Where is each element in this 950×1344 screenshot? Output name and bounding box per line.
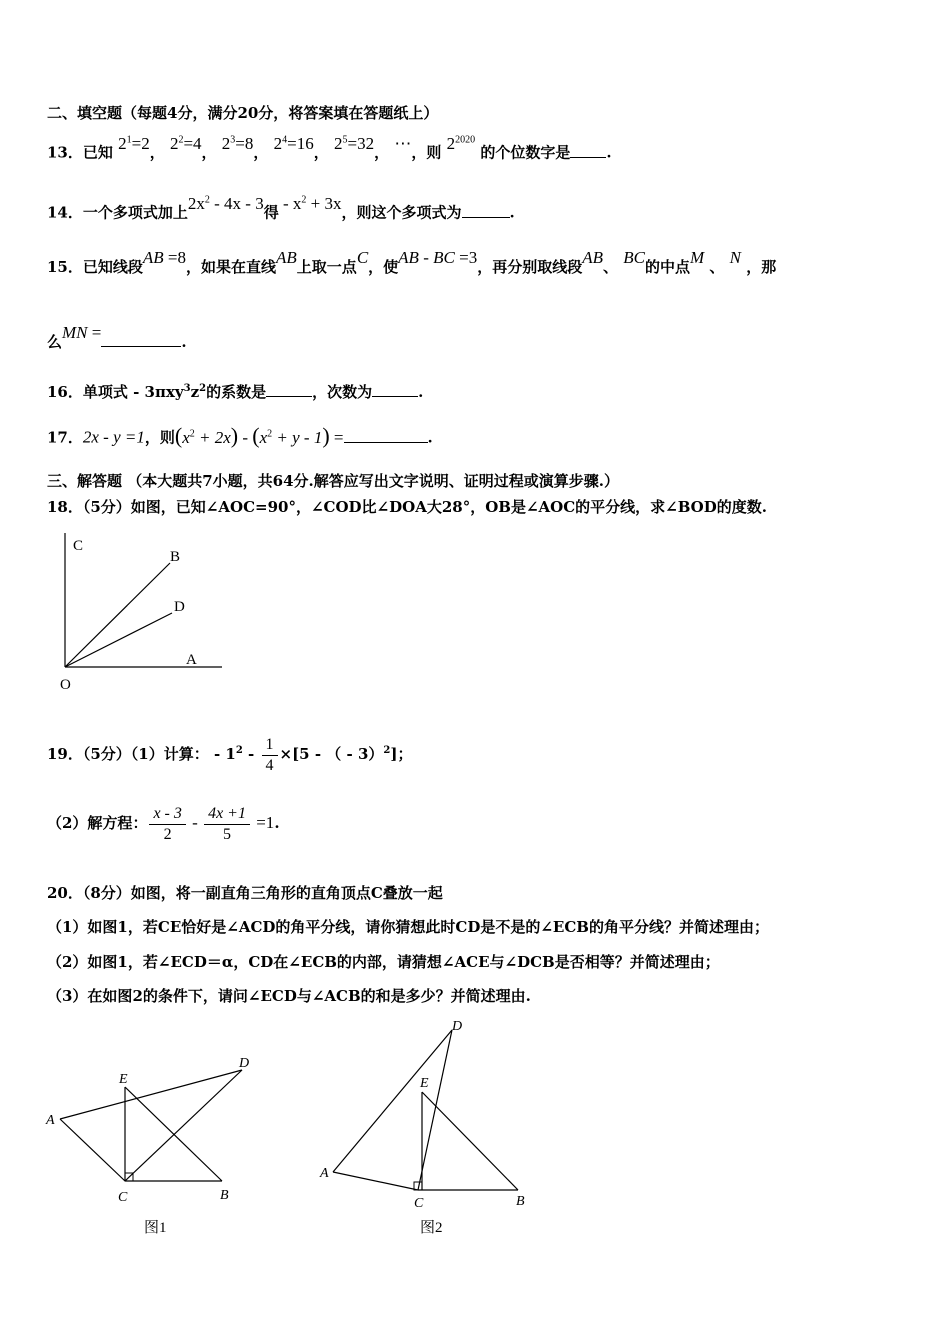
q18-angle-figure	[40, 525, 240, 695]
label-d: D	[452, 1019, 463, 1034]
question-15-continued: 么MN = .	[47, 323, 187, 351]
label-c: C	[414, 1196, 424, 1211]
question-20-sub2: （2）如图1，若∠ECD＝α，CD在∠ECB的内部，请猜想∠ACE与∠DCB是否相等？并简述理由；	[47, 953, 720, 971]
q13-term4: $2^4=16$	[273, 133, 314, 153]
q14-expression-1: $2x^2 - 4x - 3$	[187, 193, 264, 213]
answer-blank[interactable]	[570, 143, 606, 158]
answer-blank-degree[interactable]	[372, 382, 418, 397]
question-20-sub1: （1）如图1，若CE恰好是∠ACD的角平分线，请你猜想此时CD是不是的∠ECB的角平分线？并简述理由；	[47, 918, 769, 936]
answer-blank-coefficient[interactable]	[266, 382, 312, 397]
label-e: E	[420, 1076, 429, 1091]
question-14: 14．一个多项式加上$2x^2 - 4x - 3$得 - $x^2 + 3x$，则这个多项式为 .	[47, 193, 515, 222]
q13-ellipsis: ⋯	[394, 133, 412, 153]
q13-power: $2^{2020}$	[446, 133, 476, 153]
q20-figure-1	[40, 1045, 270, 1245]
answer-blank[interactable]	[344, 428, 428, 443]
answer-blank[interactable]	[462, 203, 510, 218]
question-20-title: 20．（8分）如图，将一副直角三角形的直角顶点C叠放一起	[47, 884, 443, 902]
q13-term2: $2^2=4$	[169, 133, 202, 153]
q19-fraction: $\frac{1}{4}$	[262, 735, 278, 776]
label-c: C	[73, 538, 84, 554]
q13-term1: $2^1=2$	[118, 133, 150, 153]
q13-term3: $2^3=8$	[221, 133, 254, 153]
question-15: 15．已知线段AB =8，如果在直线AB上取一点C，使AB - BC =3，再分别取线段AB、 BC的中点M 、 N ，那	[47, 248, 777, 276]
figure-1-caption: 图1	[144, 1220, 167, 1236]
segment-ac	[333, 1172, 418, 1190]
segment-ac	[60, 1119, 125, 1181]
answer-blank[interactable]	[101, 332, 181, 347]
label-a: A	[186, 652, 197, 668]
q14-expression-2: - $x^2 + 3x$	[278, 193, 342, 213]
label-a: A	[46, 1113, 55, 1128]
section3-heading: 三、解答题 （本大题共7小题，共64分.解答应写出文字说明、证明过程或演算步骤.）	[47, 472, 619, 490]
label-o: O	[60, 677, 71, 693]
segment-ad	[333, 1030, 452, 1172]
label-b: B	[220, 1188, 229, 1203]
q19-fraction-1: $\frac{x - 3}{2}$	[149, 804, 185, 845]
label-e: E	[119, 1072, 128, 1087]
question-16: 16．单项式 - $3\pi xy^3z^2$的系数是 ，次数为 .	[47, 383, 424, 401]
segment-cd	[418, 1030, 452, 1190]
q20-figure-2	[310, 1010, 550, 1245]
label-b: B	[170, 549, 181, 565]
question-19-part1: 19．（5分）（1）计算： - $1^2$ - $\frac{1}{4}$ ×[5 - （ - 3）$^2$]；	[47, 735, 413, 774]
q17-condition: 2x - y =1	[82, 427, 145, 447]
section2-heading: 二、填空题（每题4分，满分20分，将答案填在答题纸上）	[47, 104, 439, 122]
question-19-part2: （2）解方程： $\frac{x - 3}{2}$ - $\frac{4x +1}{5}$ =1.	[47, 804, 280, 843]
segment-eb	[422, 1092, 518, 1190]
question-17: 17．2x - y =1，则$(x^2 + 2x) - (x^2 + y - 1)$ = .	[47, 422, 433, 448]
label-d: D	[239, 1056, 250, 1071]
question-18: 18．（5分）如图，已知∠AOC=90°，∠COD比∠DOA大28°，OB是∠AOC的平分线，求∠BOD的度数.	[47, 498, 767, 516]
q13-term5: $2^5=32$	[333, 133, 375, 153]
q13-number: 13．已知	[47, 143, 113, 162]
q17-expression: $(x^2 + 2x) - (x^2 + y - 1)$ =	[174, 422, 344, 448]
ray-ob	[65, 563, 170, 667]
ray-od	[65, 613, 172, 667]
label-d: D	[174, 599, 185, 615]
question-13: 13．已知 $2^1=2$， $2^2=4$， $2^3=8$， $2^4=16$， $2^5=32$， ⋯，则 $2^{2020}$ 的个位数字是 .	[47, 133, 612, 162]
label-c: C	[118, 1190, 128, 1205]
question-20-sub3: （3）在如图2的条件下，请问∠ECD与∠ACB的和是多少？并简述理由.	[47, 987, 531, 1005]
figure-2-caption: 图2	[420, 1220, 443, 1236]
q19-fraction-2: $\frac{4x +1}{5}$	[204, 804, 250, 845]
label-a: A	[320, 1166, 329, 1181]
label-b: B	[516, 1194, 525, 1209]
segment-cd	[125, 1070, 242, 1181]
